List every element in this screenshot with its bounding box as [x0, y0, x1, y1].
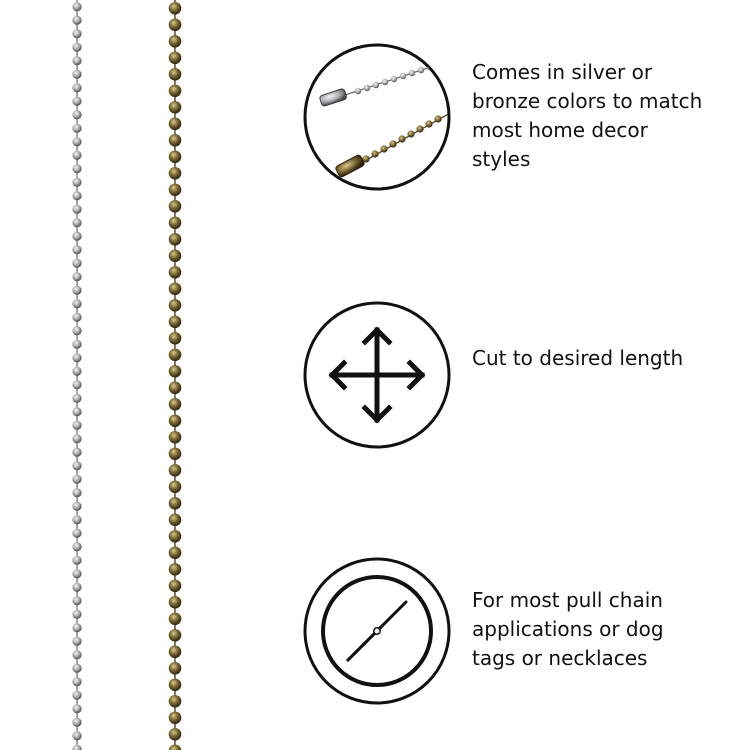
- bronze-chain-image: [158, 0, 192, 750]
- silver-chain-image: [63, 0, 91, 750]
- feature-colors: [302, 42, 722, 202]
- compass-icon: [302, 556, 452, 706]
- feature-uses: [302, 556, 722, 716]
- four-way-arrows-icon: [302, 300, 452, 450]
- feature-colors-text: Comes in silver or bronze colors to match most home decor styles: [472, 60, 703, 171]
- chain-colors-closeup-icon: [302, 42, 452, 192]
- feature-length: [302, 300, 722, 460]
- feature-length-text: Cut to desired length: [472, 346, 684, 370]
- feature-uses-text: For most pull chain applications or dog tags or necklaces: [472, 588, 664, 670]
